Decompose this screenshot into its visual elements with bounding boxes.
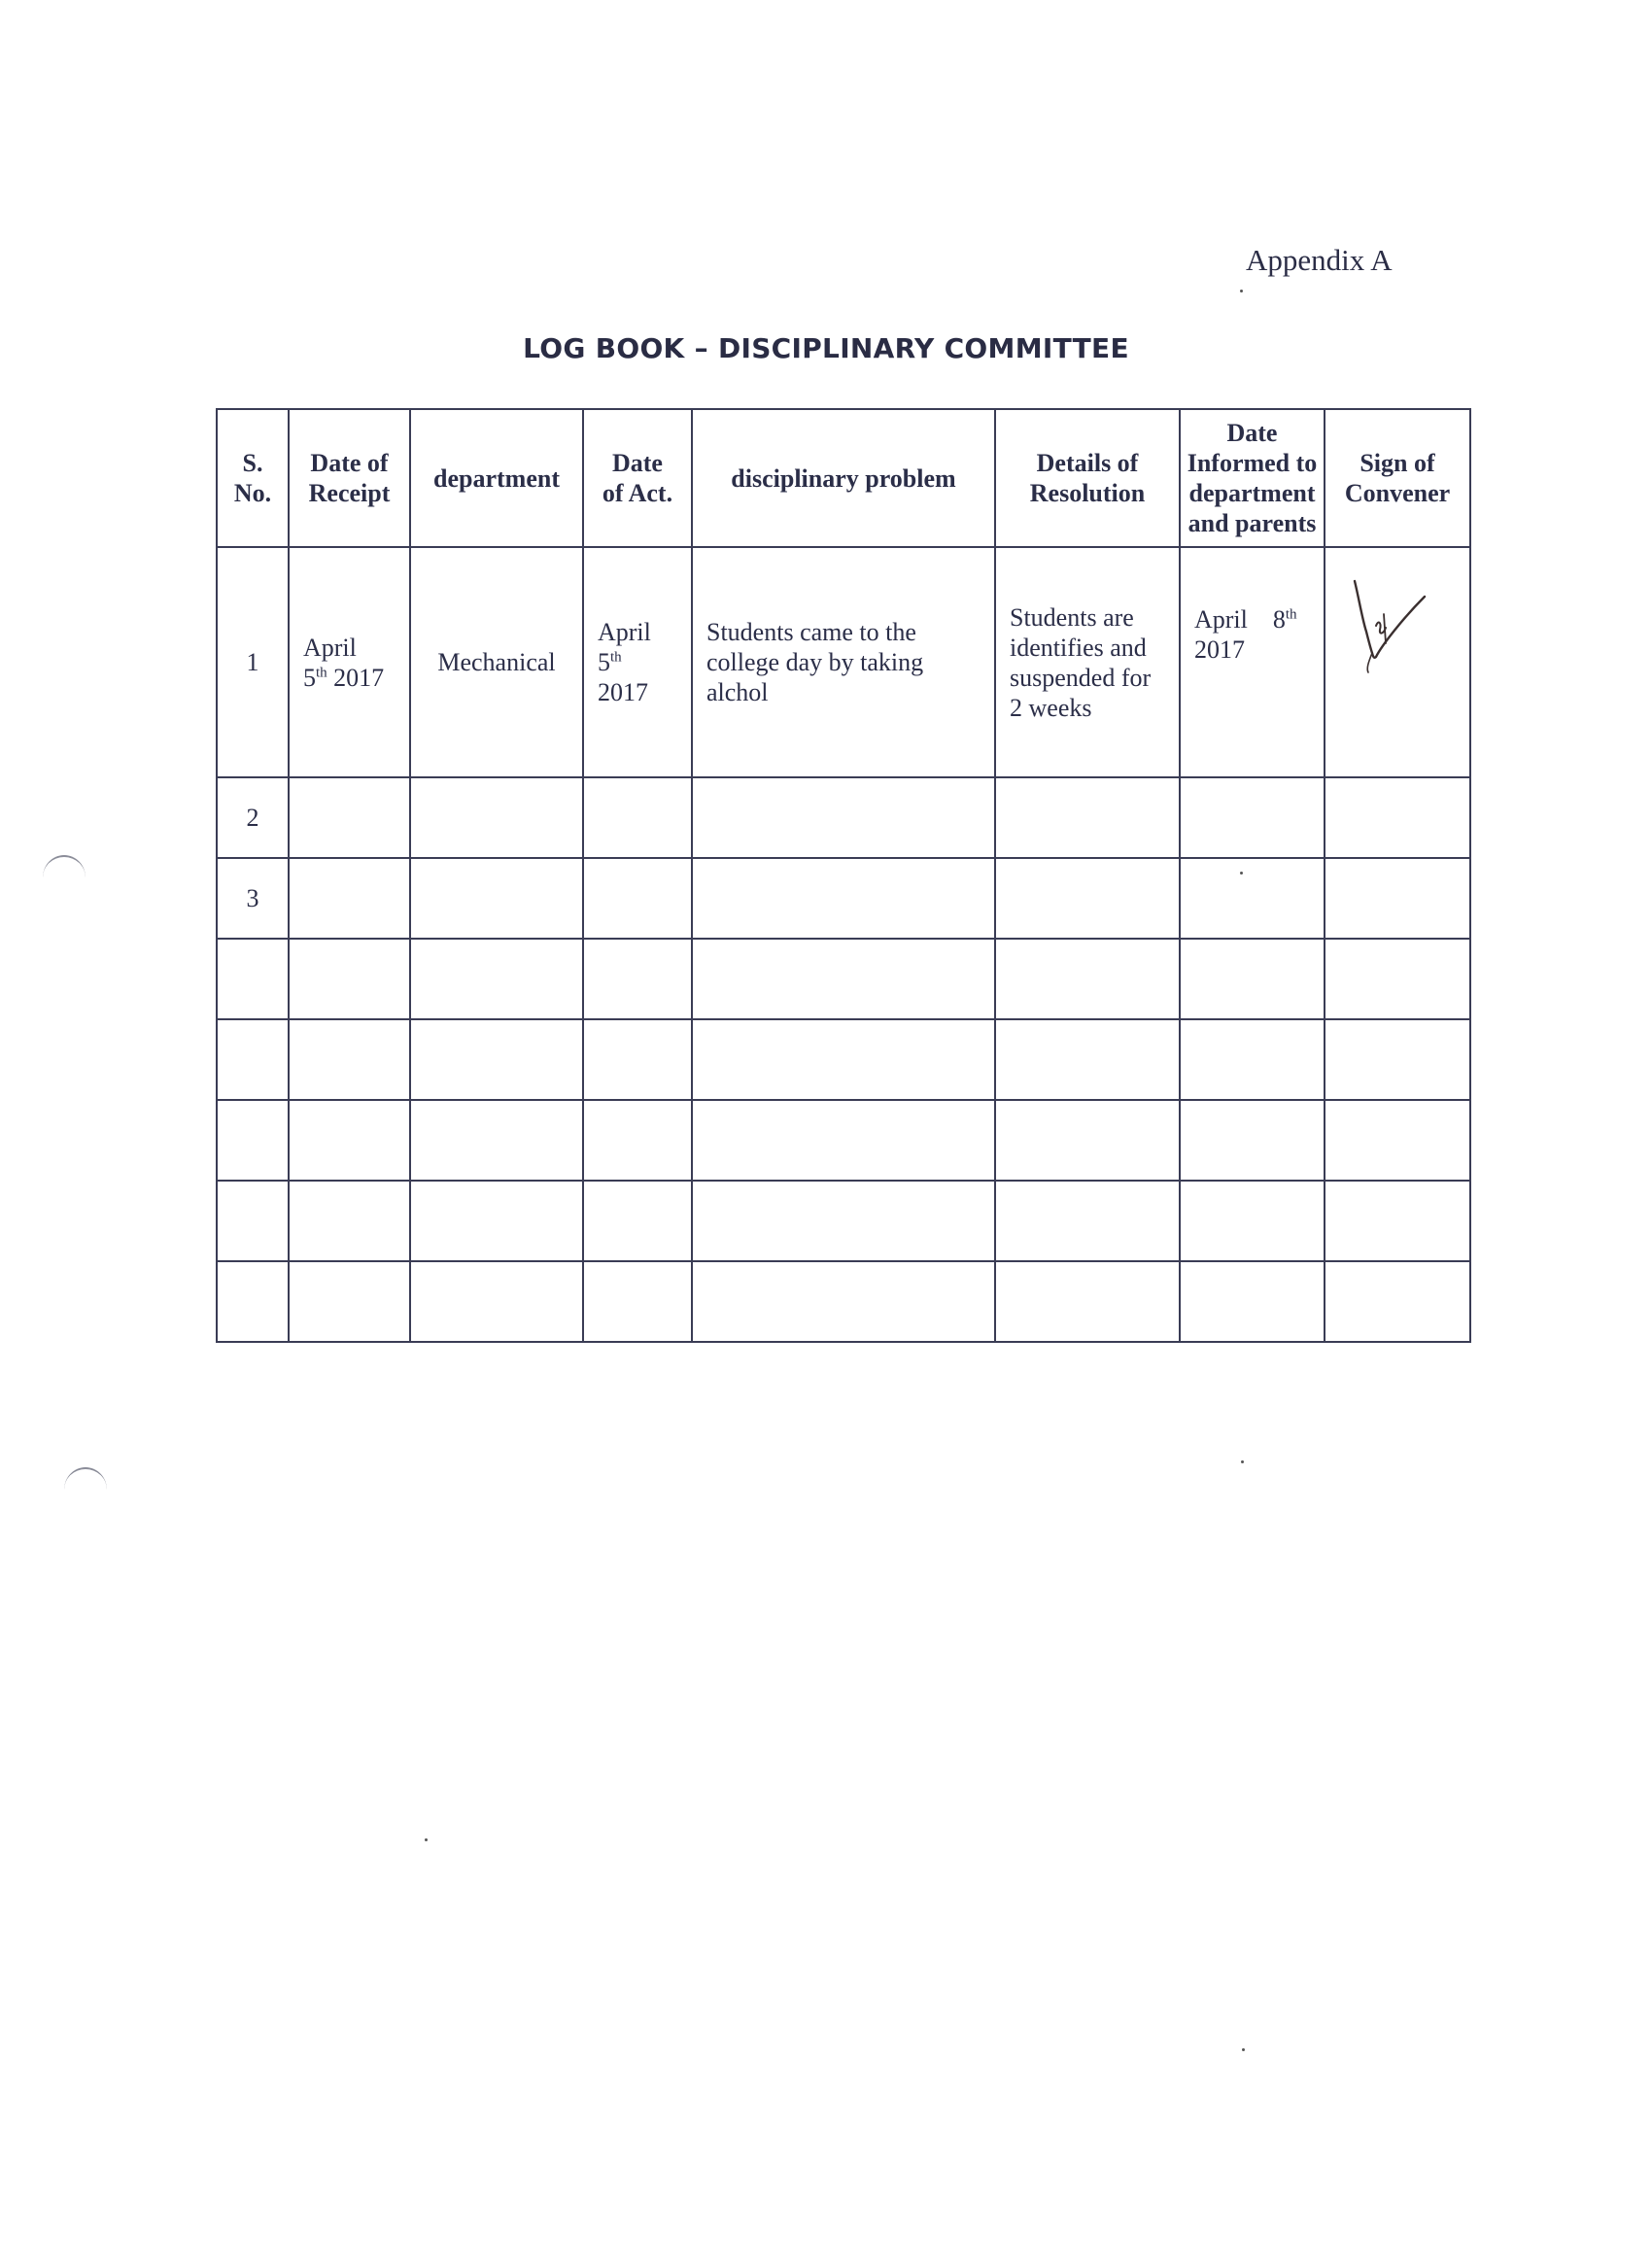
table-row [217,1181,1470,1261]
empty-cell [289,1261,410,1342]
header-sno [217,409,289,547]
header-department: department [410,409,583,547]
cell-sno: 3 [217,858,289,939]
scan-speck [1242,2048,1245,2051]
table-row [217,777,1470,858]
header-informed-line: department [1188,479,1316,507]
header-sno-line: S. [242,449,263,477]
empty-cell [1325,1181,1470,1261]
table-row [217,547,1470,777]
header-receipt-line: Receipt [308,479,391,507]
header-details-of-resolution [995,409,1180,547]
act-suffix: th [610,649,622,666]
empty-cell [289,777,410,858]
empty-cell [692,1261,995,1342]
informed-month: April [1194,605,1248,634]
empty-cell [1325,858,1470,939]
empty-cell [1325,939,1470,1019]
problem-line: alchol [706,678,769,706]
cell-sno [217,1261,289,1342]
empty-cell [692,1100,995,1181]
cell-details-of-resolution [995,547,1180,777]
cell-sno: 1 [217,547,289,777]
empty-cell [1180,939,1325,1019]
empty-cell [289,1100,410,1181]
log-table [216,408,1471,1343]
header-receipt-line: Date of [310,449,389,477]
cell-date-of-receipt [289,547,410,777]
cell-disciplinary-problem [692,547,995,777]
resolution-line: identifies and [1010,633,1147,662]
problem-line: Students came to the [706,618,916,646]
cell-date-informed [1180,547,1325,777]
empty-cell [410,1100,583,1181]
header-sign-of-convener [1325,409,1470,547]
table-row [217,1100,1470,1181]
empty-cell [410,858,583,939]
table-row [217,858,1470,939]
empty-cell [692,858,995,939]
scan-speck [1241,1460,1244,1463]
cell-sign-of-convener [1325,547,1470,777]
empty-cell [995,1100,1180,1181]
table-row [217,939,1470,1019]
act-month: April [598,618,651,646]
table-row [217,1261,1470,1342]
header-sign-line: Convener [1344,479,1451,507]
signature-mark [1347,575,1434,682]
header-act-line: of Act. [602,479,673,507]
receipt-year: 2017 [327,663,385,692]
header-informed-line: Informed to [1187,449,1318,477]
scan-speck [425,1838,428,1841]
problem-line: college day by taking [706,648,924,676]
empty-cell [289,858,410,939]
header-date-of-receipt [289,409,410,547]
empty-cell [692,939,995,1019]
header-date-of-act [583,409,692,547]
empty-cell [995,777,1180,858]
empty-cell [583,939,692,1019]
empty-cell [1180,777,1325,858]
empty-cell [289,939,410,1019]
empty-cell [583,1100,692,1181]
scan-speck [1240,872,1243,875]
empty-cell [410,1181,583,1261]
informed-suffix: th [1285,606,1297,623]
empty-cell [410,939,583,1019]
punch-hole-mark [64,1467,107,1512]
empty-cell [1325,1261,1470,1342]
cell-sno: 2 [217,777,289,858]
cell-department: Mechanical [410,547,583,777]
receipt-day: 5 [303,663,316,692]
header-disciplinary-problem: disciplinary problem [692,409,995,547]
appendix-label: Appendix A [1246,243,1393,277]
empty-cell [1180,1261,1325,1342]
cell-date-of-act [583,547,692,777]
header-row [217,409,1470,547]
empty-cell [692,777,995,858]
header-sign-line: Sign of [1359,449,1435,477]
receipt-suffix: th [316,664,327,680]
resolution-line: 2 weeks [1010,693,1092,722]
cell-sno [217,1181,289,1261]
empty-cell [995,858,1180,939]
empty-cell [1325,1100,1470,1181]
empty-cell [583,777,692,858]
cell-sno [217,939,289,1019]
empty-cell [995,939,1180,1019]
empty-cell [583,1181,692,1261]
empty-cell [583,858,692,939]
title-text: LOG BOOK – DISCIPLINARY COMMITTEE [523,332,1129,364]
empty-cell [995,1261,1180,1342]
empty-cell [995,1181,1180,1261]
resolution-line: Students are [1010,602,1134,632]
informed-day: 8 [1272,605,1286,634]
header-act-line: Date [612,449,663,477]
scan-speck [1240,290,1243,292]
header-sno-line: No. [233,479,272,507]
act-year: 2017 [598,678,648,706]
empty-cell [1325,1019,1470,1100]
empty-cell [583,1261,692,1342]
empty-cell [1325,777,1470,858]
header-resolution-line: Resolution [1029,479,1146,507]
empty-cell [410,777,583,858]
empty-cell [410,1019,583,1100]
cell-sno [217,1100,289,1181]
empty-cell [1180,1100,1325,1181]
empty-cell [289,1019,410,1100]
punch-hole-mark [43,855,86,900]
cell-sno [217,1019,289,1100]
empty-cell [692,1181,995,1261]
informed-year: 2017 [1194,635,1245,664]
table-row [217,1019,1470,1100]
empty-cell [995,1019,1180,1100]
empty-cell [692,1019,995,1100]
page-title [0,332,1652,364]
empty-cell [1180,858,1325,939]
header-informed-line: and parents [1187,509,1317,537]
act-day: 5 [598,648,610,676]
header-date-informed [1180,409,1325,547]
empty-cell [1180,1181,1325,1261]
empty-cell [410,1261,583,1342]
empty-cell [1180,1019,1325,1100]
resolution-line: suspended for [1010,663,1152,692]
header-resolution-line: Details of [1036,449,1139,477]
header-informed-line: Date [1226,419,1278,447]
empty-cell [583,1019,692,1100]
receipt-month: April [303,633,357,662]
empty-cell [289,1181,410,1261]
